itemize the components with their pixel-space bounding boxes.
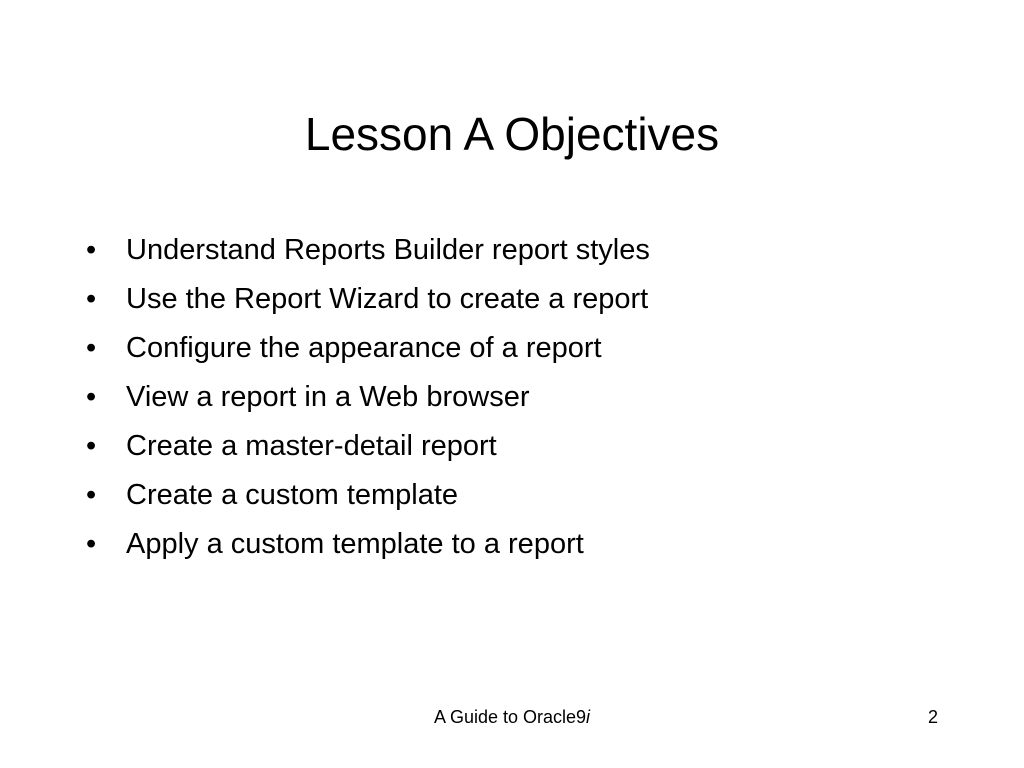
- bullet-icon: •: [86, 283, 97, 315]
- list-item-text: Understand Reports Builder report styles: [126, 234, 650, 266]
- slide-title: Lesson A Objectives: [304, 108, 720, 160]
- bullet-icon: •: [86, 332, 97, 364]
- bullet-icon: •: [86, 528, 97, 560]
- list-item-text: Configure the appearance of a report: [126, 332, 602, 364]
- slide-number: 2: [927, 707, 938, 727]
- bullet-icon: •: [86, 234, 97, 266]
- list-item-text: Apply a custom template to a report: [126, 528, 584, 560]
- footer-text-italic: i: [586, 707, 591, 727]
- list-item-text: Create a custom template: [126, 479, 459, 511]
- bullet-icon: •: [86, 430, 97, 462]
- footer-caption: [0, 705, 1024, 729]
- bullet-icon: •: [86, 479, 97, 511]
- list-item-text: Use the Report Wizard to create a report: [126, 283, 649, 315]
- footer-text: A Guide to Oracle9: [433, 707, 587, 727]
- list-item-text: Create a master-detail report: [126, 430, 497, 462]
- bullet-icon: •: [86, 381, 97, 413]
- list-item-text: View a report in a Web browser: [126, 381, 530, 413]
